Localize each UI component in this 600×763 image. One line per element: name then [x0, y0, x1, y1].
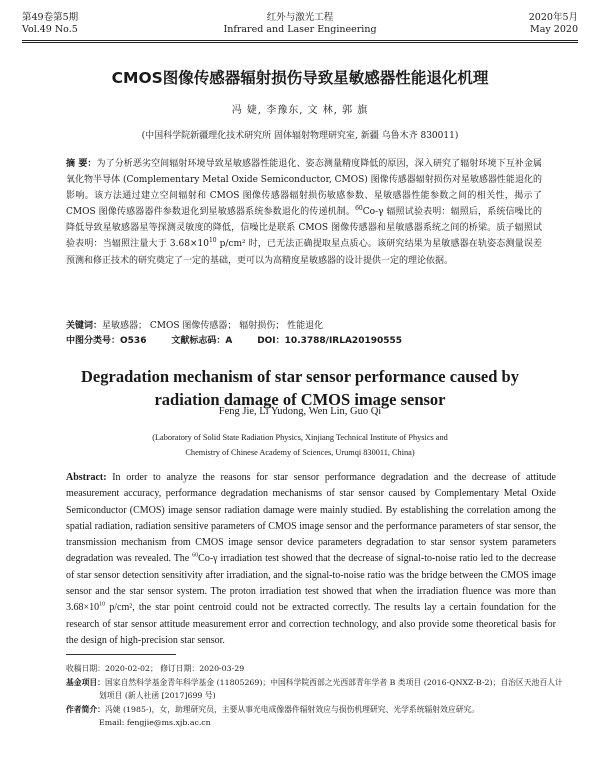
abstract-cn-text-3: p/cm² 时，已无法正确提取星点质心。该研究结果为星敏感器在轨姿态测量误差预测和修正技术的研究奠定了一定的基础，更可以为高精度星敏感器的设计提供一定的理论依据。 [66, 239, 542, 266]
fund-line-2: 划项目 (新人社函 [2017]699 号) [99, 691, 216, 700]
clc-label: 中图分类号： [66, 336, 121, 346]
abstract-en-text-3: p/cm², the star point centroid could not be extracted correctly. The results lay a certain foundation for the research of star sensor attitude measurement error and correction technology, and also provide some theoretical basis for the design of high-precision star sensor. [66, 602, 556, 646]
abstract-cn-text-1: 为了分析恶劣空间辐射环境导致星敏感器性能退化、姿态测量精度降低的原因，深入研究了辐射环境下互补金属氧化物半导体 (Complementary Metal Oxide Semiconductor, CMOS) 图像传感器辐射损伤对星敏感器性能退化的影响。该方法通过建立空间辐射和 CMOS 图像传感器辐射损伤敏感参数、星敏感器性能参数之间的相关性，揭示了 CMOS 图像传感器器件参数退化到星敏感器系统参数退化的传递机制。 [66, 159, 542, 218]
author-bio-label: 作者简介： [66, 704, 105, 714]
doi-label: DOI： [257, 336, 285, 346]
volume-cn: 第49卷第5期 [22, 12, 79, 23]
header-rule-thin [22, 42, 578, 43]
abstract-en [66, 470, 556, 649]
abstract-cn-sup-1: 60 [355, 205, 363, 213]
title-en: Degradation mechanism of star sensor performance caused by radiation damage of CMOS image sensor [81, 367, 519, 409]
journal-name-cn: 红外与激光工程 [266, 12, 334, 23]
abstract-cn-text-2: Co-γ 辐照试验表明：辐照后，系统信噪比的降低导致星敏感器星等探测灵敏度的降低，信噪比是联系 CMOS 图像传感器和星敏感器系统之间的桥梁。质子辐照试验表明：当辐照注量大于 3.68×10 [66, 207, 543, 250]
affiliation-cn: (中国科学院新疆理化技术研究所 固体辐射物理研究室, 新疆 乌鲁木齐 830011) [141, 131, 459, 141]
abstract-en-text-1: In order to analyze the reasons for star sensor performance degradation and the decrease of attitude measurement accuracy, performance degradation mechanisms of star sensor caused by Complementary Metal Oxide Semiconductor (CMOS) image sensor radiation damage were mainly studied. By establishing the correlation among the spatial radiation, radiation sensitive parameters of CMOS image sensor and the performance parameters of star sensor, the transmission mechanism from CMOS image sensor device parameters degradation to star sensor system parameters degradation was revealed. The [66, 472, 556, 565]
keywords-cn-text: 星敏感器； CMOS 图像传感器； 辐射损伤； 性能退化 [102, 321, 324, 331]
affiliation-en-line2: Chemistry of Chinese Academy of Sciences, Urumqi 830011, China) [185, 448, 415, 457]
abstract-cn [66, 156, 542, 269]
abstract-en-sup-2: 10 [99, 602, 106, 609]
abstract-cn-sup-2: 10 [208, 237, 217, 245]
abstract-en-label: Abstract: [66, 472, 107, 483]
date-cn: 2020年5月 [528, 12, 578, 23]
keywords-cn-label: 关键词： [66, 321, 103, 331]
date-en: May 2020 [530, 24, 578, 35]
authors-en: Feng Jie, Li Yudong, Wen Lin, Guo Qi [218, 406, 382, 417]
footnote-rule [66, 654, 176, 655]
header-rule [22, 40, 578, 41]
affiliation-en-line1: (Laboratory of Solid State Radiation Physics, Xinjiang Technical Institute of Physics and [152, 433, 448, 442]
title-cn: CMOS图像传感器辐射损伤导致星敏感器性能退化机理 [111, 69, 489, 87]
journal-name-en: Infrared and Laser Engineering [223, 24, 377, 35]
doi-value: 10.3788/IRLA20190555 [284, 336, 403, 346]
author-email[interactable]: Email: fengjie@ms.xjb.ac.cn [99, 718, 211, 727]
fund-label: 基金项目： [66, 677, 105, 687]
fund-text-1: 国家自然科学基金青年科学基金 (11805269)；中国科学院西部之光西部青年学者 B 类项目 (2016-QNXZ-B-2)；自治区天池百人计 [104, 677, 563, 687]
author-bio [66, 703, 574, 717]
volume-en: Vol.49 No.5 [22, 24, 78, 35]
abstract-en-text-2: Co-γ irradiation test showed that the decrease of signal-to-noise ratio led to the decrease of star sensor detection sensitivity after irradiation, and the signal-to-noise ratio was the bridge between the CMOS image sensor and the star sensor system. The proton irradiation test showed that when the irradiation fluence was more than 3.68×10 [66, 553, 556, 614]
fund-line-1 [66, 676, 574, 690]
authors-cn: 冯 婕, 李豫东, 文 林, 郭 旗 [231, 105, 369, 116]
clc-value: O536 [120, 336, 147, 346]
abstract-cn-label: 摘 要： [66, 159, 97, 169]
doc-code-label: 文献标志码： [171, 336, 226, 346]
received-date: 收稿日期：2020-02-02； 修订日期：2020-03-29 [66, 664, 245, 673]
affiliation-en [0, 430, 600, 460]
journal-date [529, 12, 578, 36]
classification-cn [66, 334, 560, 348]
footnotes [66, 662, 574, 730]
abstract-en-sup-1: 60 [192, 553, 199, 560]
keywords-cn [66, 319, 560, 333]
author-bio-text: 冯婕 (1985-)，女，助理研究员，主要从事光电成像器件辐射效应与损伤机理研究、光学系统辐射效应研究。 [104, 704, 480, 714]
journal-name [0, 12, 600, 36]
doc-code-value: A [225, 336, 233, 346]
